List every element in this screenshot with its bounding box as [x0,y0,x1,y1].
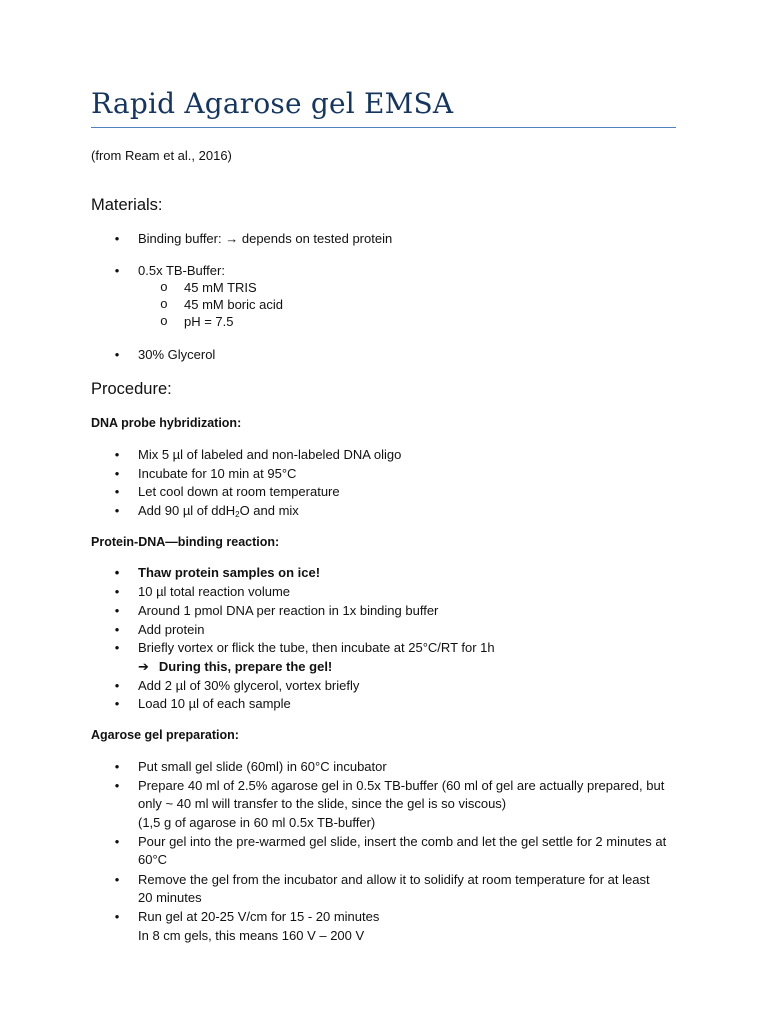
list-item-glycerol [114,346,216,365]
bullet-icon: • [114,872,120,887]
sub-list-item [160,296,283,315]
arrow-right-icon: ➔ [138,659,149,674]
list-item [114,758,387,777]
bullet-icon: • [114,565,120,580]
list-item-tb-buffer [114,262,225,281]
list-item-text: Add 90 µl of ddH [138,503,236,518]
bullet-icon: • [114,834,120,849]
list-item-text: Thaw protein samples on ice! [138,565,321,580]
list-item-text: Add 2 µl of 30% glycerol, vortex briefly [138,678,360,693]
list-item-text: Remove the gel from the incubator and allow it to solidify at room temperature for at least [138,872,650,887]
list-item [114,777,665,796]
list-item-continuation: (1,5 g of agarose in 60 ml 0.5x TB-buffer) [138,815,376,830]
tb-buffer-label: 0.5x TB-Buffer: [138,263,225,278]
bullet-icon: • [114,584,120,599]
list-item-continuation: In 8 cm gels, this means 160 V – 200 V [138,928,365,943]
sub-list-item-text: 45 mM TRIS [184,280,257,295]
list-item [114,677,360,696]
list-item-text: Let cool down at room temperature [138,484,340,499]
bullet-icon: • [114,622,120,637]
bullet-icon: • [114,231,120,246]
list-item-text: Add protein [138,622,205,637]
sub-bullet-icon: o [160,314,168,329]
list-item [114,465,297,484]
bullet-icon: • [114,640,120,655]
sub-list-item [160,279,257,298]
list-item-text: Put small gel slide (60ml) in 60°C incubator [138,759,387,774]
list-item-text: Mix 5 µl of labeled and non-labeled DNA oligo [138,447,402,462]
list-item-continuation: only ~ 40 ml will transfer to the slide, since the gel is so viscous) [138,796,507,811]
source-citation: (from Ream et al., 2016) [91,148,232,163]
bullet-icon: • [114,466,120,481]
list-item [114,833,667,852]
list-item-text: Pour gel into the pre-warmed gel slide, insert the comb and let the gel settle for 2 minutes at [138,834,667,849]
bullet-icon: • [114,778,120,793]
gel-preparation-heading: Agarose gel preparation: [91,728,239,742]
sub-list-item-text: pH = 7.5 [184,314,234,329]
bullet-icon: • [114,503,120,518]
list-item [114,602,439,621]
hybridization-heading: DNA probe hybridization: [91,416,242,430]
bullet-icon: • [114,603,120,618]
procedure-heading: Procedure: [91,380,172,398]
binding-buffer-label: Binding buffer: [138,231,222,246]
list-item-text: Prepare 40 ml of 2.5% agarose gel in 0.5x TB-buffer (60 ml of gel are actually prepared, but [138,778,665,793]
sub-list-item [160,313,234,332]
list-item-text: Run gel at 20-25 V/cm for 15 - 20 minutes [138,909,380,924]
sub-bullet-icon: o [160,297,168,312]
bullet-icon: • [114,484,120,499]
list-item-text: Incubate for 10 min at 95°C [138,466,297,481]
list-item [114,871,650,890]
list-item [114,639,495,658]
list-item-text: Briefly vortex or flick the tube, then incubate at 25°C/RT for 1h [138,640,495,655]
list-item-text: Around 1 pmol DNA per reaction in 1x binding buffer [138,603,439,618]
subscript: 2 [235,510,240,519]
bullet-icon: • [114,696,120,711]
bullet-icon: • [114,347,120,362]
bullet-icon: • [114,678,120,693]
sub-bullet-icon: o [160,280,168,295]
title-divider [91,127,676,128]
bullet-icon: • [114,263,120,278]
sub-list-item-text: 45 mM boric acid [184,297,283,312]
list-item-binding-buffer [114,230,393,249]
arrow-icon: → [225,231,239,246]
list-item [114,621,205,640]
list-item-continuation: 60°C [138,852,168,867]
list-item [114,564,321,583]
list-item [114,908,380,927]
bullet-icon: • [114,447,120,462]
binding-buffer-note: depends on tested protein [241,231,393,246]
document-title: Rapid Agarose gel EMSA [91,87,454,120]
arrow-note [138,658,332,677]
binding-reaction-heading: Protein-DNA—binding reaction: [91,535,280,549]
list-item [114,695,291,714]
list-item [114,583,291,602]
bullet-icon: • [114,759,120,774]
list-item-continuation: 20 minutes [138,890,202,905]
list-item [114,446,402,465]
arrow-note-text: During this, prepare the gel! [158,659,333,674]
materials-heading: Materials: [91,196,163,214]
list-item [114,502,299,525]
list-item-text: Load 10 µl of each sample [138,696,291,711]
glycerol-text: 30% Glycerol [138,347,216,362]
bullet-icon: • [114,909,120,924]
list-item [114,483,340,502]
list-item-text: O and mix [239,503,299,518]
list-item-text: 10 µl total reaction volume [138,584,291,599]
